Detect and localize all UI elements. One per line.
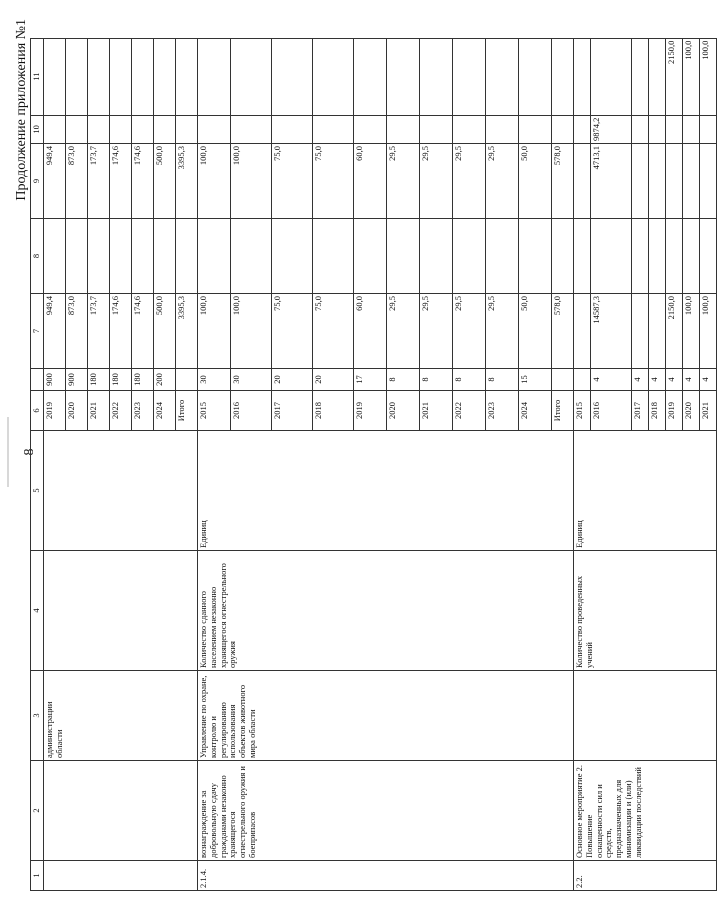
federal-cell	[198, 219, 231, 294]
local-cell: 9874,2	[591, 115, 632, 143]
local-cell	[313, 115, 354, 143]
total-cell: 100,0	[231, 294, 272, 369]
executor-cell: администрации области	[44, 671, 198, 761]
indicator-value-cell: 900	[44, 369, 66, 391]
indicator-value-cell: 8	[486, 369, 519, 391]
regional-cell: 29,5	[387, 144, 420, 219]
federal-cell	[44, 219, 66, 294]
federal-cell	[700, 219, 717, 294]
indicator-value-cell: 200	[154, 369, 176, 391]
year-cell: 2023	[132, 391, 154, 431]
year-cell: 2023	[486, 391, 519, 431]
federal-cell	[88, 219, 110, 294]
indicator-value-cell: 4	[666, 369, 683, 391]
regional-cell: 29,5	[486, 144, 519, 219]
other-cell: 100,0	[683, 38, 700, 115]
other-cell	[198, 38, 231, 115]
indicator-value-cell	[552, 369, 574, 391]
indicator-value-cell: 8	[387, 369, 420, 391]
year-cell: 2017	[272, 391, 313, 431]
local-cell	[66, 115, 88, 143]
indicator-value-cell: 180	[110, 369, 132, 391]
total-cell: 578,0	[552, 294, 574, 369]
other-cell: 100,0	[700, 38, 717, 115]
indicator-value-cell: 4	[683, 369, 700, 391]
table-row	[44, 38, 66, 890]
page-number: 8	[22, 448, 37, 456]
regional-cell: 949,4	[44, 144, 66, 219]
total-cell: 174,6	[110, 294, 132, 369]
row-number-cell	[44, 861, 198, 891]
other-cell	[110, 38, 132, 115]
local-cell	[649, 115, 666, 143]
local-cell	[198, 115, 231, 143]
federal-cell	[649, 219, 666, 294]
other-cell	[313, 38, 354, 115]
other-cell	[632, 38, 649, 115]
local-cell	[486, 115, 519, 143]
total-cell: 100,0	[700, 294, 717, 369]
federal-cell	[354, 219, 387, 294]
federal-cell	[231, 219, 272, 294]
total-cell: 2150,0	[666, 294, 683, 369]
other-cell	[354, 38, 387, 115]
year-cell: 2020	[66, 391, 88, 431]
year-cell: 2019	[666, 391, 683, 431]
other-cell	[387, 38, 420, 115]
indicator-cell: Количество сданного населением незаконно хранящегося огнестрельного оружия	[198, 551, 574, 671]
regional-cell: 578,0	[552, 144, 574, 219]
federal-cell	[591, 219, 632, 294]
other-cell	[44, 38, 66, 115]
federal-cell	[420, 219, 453, 294]
federal-cell	[176, 219, 198, 294]
program-table	[30, 38, 717, 891]
indicator-value-cell: 30	[231, 369, 272, 391]
row-number-cell: 2.1.4.	[198, 861, 574, 891]
year-cell: 2021	[700, 391, 717, 431]
local-cell	[683, 115, 700, 143]
local-cell	[231, 115, 272, 143]
total-cell: 29,5	[453, 294, 486, 369]
year-cell: 2018	[649, 391, 666, 431]
activity-cell: Основное мероприятие 2. Повышение оснащенности сил и средств, предназначенных для минимизации и (или) ликвидации последствий	[574, 761, 717, 861]
total-cell	[632, 294, 649, 369]
local-cell	[552, 115, 574, 143]
indicator-value-cell	[176, 369, 198, 391]
regional-cell: 4713,1	[591, 144, 632, 219]
continuation-label: Продолжение приложения №1	[14, 19, 29, 201]
indicator-value-cell: 30	[198, 369, 231, 391]
other-cell	[486, 38, 519, 115]
indicator-value-cell: 4	[632, 369, 649, 391]
federal-cell	[110, 219, 132, 294]
unit-cell	[44, 431, 198, 551]
header-row	[31, 38, 44, 890]
total-cell: 873,0	[66, 294, 88, 369]
header-cell: 1	[31, 861, 44, 891]
regional-cell: 174,6	[110, 144, 132, 219]
other-cell	[649, 38, 666, 115]
local-cell	[110, 115, 132, 143]
indicator-value-cell: 20	[272, 369, 313, 391]
indicator-cell: Количество проведенных учений	[574, 551, 717, 671]
local-cell	[700, 115, 717, 143]
total-cell: 173,7	[88, 294, 110, 369]
federal-cell	[453, 219, 486, 294]
year-cell: Итого	[552, 391, 574, 431]
local-cell	[453, 115, 486, 143]
regional-cell: 29,5	[453, 144, 486, 219]
year-cell: 2021	[420, 391, 453, 431]
indicator-value-cell: 15	[519, 369, 552, 391]
local-cell	[44, 115, 66, 143]
indicator-value-cell: 900	[66, 369, 88, 391]
indicator-value-cell: 180	[132, 369, 154, 391]
year-cell: 2022	[453, 391, 486, 431]
table-row	[198, 38, 231, 890]
total-cell: 29,5	[486, 294, 519, 369]
year-cell: 2015	[574, 391, 591, 431]
regional-cell: 100,0	[231, 144, 272, 219]
other-cell	[88, 38, 110, 115]
regional-cell: 75,0	[313, 144, 354, 219]
regional-cell	[632, 144, 649, 219]
federal-cell	[683, 219, 700, 294]
header-cell: 11	[31, 38, 44, 115]
regional-cell	[666, 144, 683, 219]
executor-cell: Управление по охране, контролю и регулированию использования объектов животного мира области	[198, 671, 574, 761]
indicator-value-cell: 8	[453, 369, 486, 391]
federal-cell	[313, 219, 354, 294]
indicator-value-cell: 20	[313, 369, 354, 391]
year-cell: 2024	[154, 391, 176, 431]
indicator-value-cell: 17	[354, 369, 387, 391]
indicator-value-cell: 8	[420, 369, 453, 391]
local-cell	[632, 115, 649, 143]
local-cell	[519, 115, 552, 143]
other-cell	[519, 38, 552, 115]
year-cell: 2019	[44, 391, 66, 431]
federal-cell	[66, 219, 88, 294]
local-cell	[420, 115, 453, 143]
other-cell	[272, 38, 313, 115]
local-cell	[666, 115, 683, 143]
local-cell	[176, 115, 198, 143]
indicator-value-cell: 180	[88, 369, 110, 391]
regional-cell: 60,0	[354, 144, 387, 219]
local-cell	[387, 115, 420, 143]
total-cell: 50,0	[519, 294, 552, 369]
total-cell: 29,5	[387, 294, 420, 369]
header-cell: 8	[31, 219, 44, 294]
indicator-value-cell: 4	[700, 369, 717, 391]
year-cell: 2015	[198, 391, 231, 431]
other-cell	[132, 38, 154, 115]
other-cell	[420, 38, 453, 115]
regional-cell	[700, 144, 717, 219]
regional-cell: 100,0	[198, 144, 231, 219]
year-cell: 2020	[387, 391, 420, 431]
header-cell: 4	[31, 551, 44, 671]
total-cell: 100,0	[683, 294, 700, 369]
federal-cell	[632, 219, 649, 294]
total-cell: 3395,3	[176, 294, 198, 369]
total-cell: 75,0	[313, 294, 354, 369]
year-cell: 2022	[110, 391, 132, 431]
total-cell	[574, 294, 591, 369]
regional-cell	[574, 144, 591, 219]
year-cell: 2016	[231, 391, 272, 431]
other-cell	[552, 38, 574, 115]
other-cell	[453, 38, 486, 115]
unit-cell: Единиц	[198, 431, 574, 551]
federal-cell	[519, 219, 552, 294]
row-number-cell: 2.2.	[574, 861, 717, 891]
federal-cell	[387, 219, 420, 294]
header-cell: 5	[31, 431, 44, 551]
other-cell	[231, 38, 272, 115]
regional-cell: 174,6	[132, 144, 154, 219]
local-cell	[574, 115, 591, 143]
federal-cell	[132, 219, 154, 294]
total-cell	[649, 294, 666, 369]
local-cell	[354, 115, 387, 143]
federal-cell	[552, 219, 574, 294]
year-cell: 2016	[591, 391, 632, 431]
header-cell: 10	[31, 115, 44, 143]
year-cell: 2018	[313, 391, 354, 431]
header-cell: 9	[31, 144, 44, 219]
executor-cell	[574, 671, 717, 761]
regional-cell	[683, 144, 700, 219]
header-cell: 3	[31, 671, 44, 761]
activity-cell: вознаграждение за добровольную сдачу гражданами незаконно хранящегося огнестрельного оружия и боеприпасов	[198, 761, 574, 861]
regional-cell: 50,0	[519, 144, 552, 219]
header-cell: 7	[31, 294, 44, 369]
regional-cell: 3395,3	[176, 144, 198, 219]
year-cell: 2017	[632, 391, 649, 431]
total-cell: 75,0	[272, 294, 313, 369]
local-cell	[154, 115, 176, 143]
local-cell	[88, 115, 110, 143]
other-cell: 2150,0	[666, 38, 683, 115]
indicator-cell	[44, 551, 198, 671]
year-cell: 2019	[354, 391, 387, 431]
regional-cell	[649, 144, 666, 219]
regional-cell: 873,0	[66, 144, 88, 219]
federal-cell	[574, 219, 591, 294]
total-cell: 100,0	[198, 294, 231, 369]
indicator-value-cell	[574, 369, 591, 391]
total-cell: 500,0	[154, 294, 176, 369]
unit-cell: Единиц	[574, 431, 717, 551]
total-cell: 949,4	[44, 294, 66, 369]
federal-cell	[666, 219, 683, 294]
total-cell: 60,0	[354, 294, 387, 369]
total-cell: 14587,3	[591, 294, 632, 369]
regional-cell: 29,5	[420, 144, 453, 219]
regional-cell: 75,0	[272, 144, 313, 219]
local-cell	[272, 115, 313, 143]
year-cell: 2020	[683, 391, 700, 431]
federal-cell	[272, 219, 313, 294]
other-cell	[176, 38, 198, 115]
federal-cell	[486, 219, 519, 294]
header-cell: 2	[31, 761, 44, 861]
activity-cell	[44, 761, 198, 861]
other-cell	[66, 38, 88, 115]
local-cell	[132, 115, 154, 143]
other-cell	[574, 38, 591, 115]
regional-cell: 173,7	[88, 144, 110, 219]
indicator-value-cell: 4	[591, 369, 632, 391]
year-cell: 2024	[519, 391, 552, 431]
federal-cell	[154, 219, 176, 294]
year-cell: Итого	[176, 391, 198, 431]
table-row	[574, 38, 591, 890]
total-cell: 29,5	[420, 294, 453, 369]
indicator-value-cell: 4	[649, 369, 666, 391]
total-cell: 174,6	[132, 294, 154, 369]
header-cell	[31, 369, 44, 391]
regional-cell: 500,0	[154, 144, 176, 219]
other-cell	[591, 38, 632, 115]
header-cell: 6	[31, 391, 44, 431]
other-cell	[154, 38, 176, 115]
year-cell: 2021	[88, 391, 110, 431]
